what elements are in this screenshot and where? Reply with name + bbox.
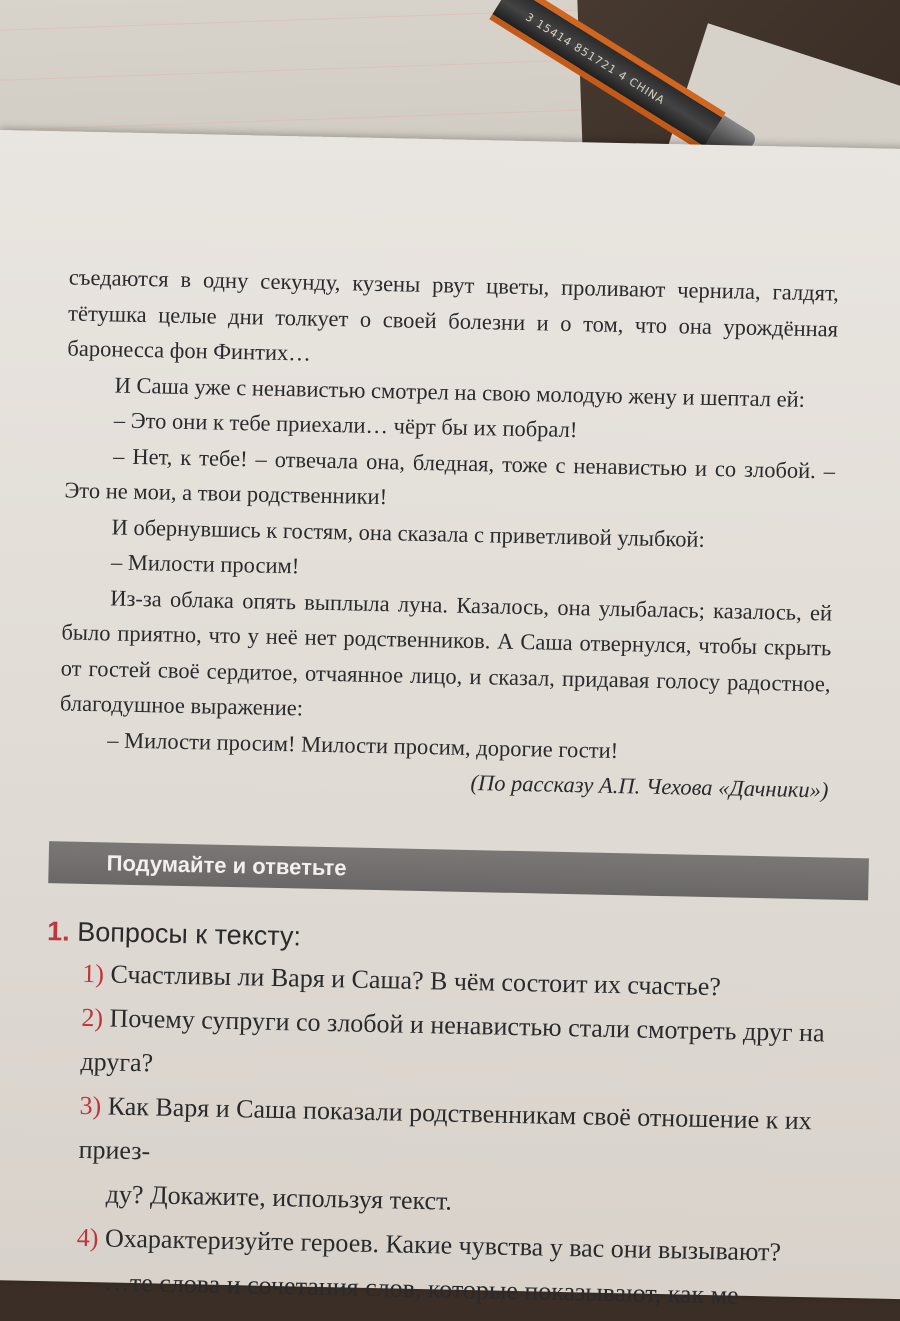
question-text: Охарактеризуйте героев. Какие чувства у вас они вызывают? — [104, 1223, 782, 1267]
question-number: 3) — [79, 1090, 102, 1121]
section-title: Подумайте и ответьте — [106, 850, 347, 881]
questions-heading-number: 1. — [46, 916, 71, 947]
paragraph-6: – Милости просим! — [110, 549, 300, 579]
source-citation: (По рассказу А.П. Чехова «Дачники») — [470, 769, 829, 803]
book-page — [0, 130, 900, 1310]
question-number: 2) — [81, 1002, 104, 1033]
paragraph-8: – Милости просим! Милости просим, дорогие гости! — [106, 726, 619, 763]
paragraph-2: И Саша уже с ненавистью смотрел на свою молодую жену и шептал ей: — [114, 371, 806, 412]
story-text — [58, 259, 839, 808]
pencil-label: 3 15414 851721 4 CHINA — [489, 0, 725, 152]
question-number: 1) — [82, 958, 105, 989]
question-4-continued: …те слова и сочетания слов, которые показывают, как ме — [103, 1267, 739, 1310]
question-text: Почему супруги со злобой и ненавистью стали смотреть друг на друга? — [80, 1003, 825, 1078]
paragraph-7: Из-за облака опять выплыла луна. Казалось, она улыбалась; казалось, ей было приятно, что у неё нет родственников. А Саша отвернулся, чтобы скрыть от гостей своё сердитое, отчаянное лицо, и сказал, придавая голосу радостное, благодушное выражение: — [59, 584, 833, 721]
section-banner — [48, 841, 869, 900]
question-text: Счастливы ли Варя и Саша? В чём состоит их счастье? — [110, 959, 722, 1002]
question-3 — [78, 1084, 874, 1189]
question-3-continued: ду? Докажите, используя текст. — [105, 1179, 453, 1216]
questions-heading-text: Вопросы к тексту: — [76, 916, 302, 952]
paragraph-1: съедаются в одну секунду, кузены рвут цветы, проливают чернила, галдят, тётушка целые дни толкует о своей болезни и о том, что она урождённая баронесса фон Финтих… — [67, 264, 840, 366]
questions-block — [39, 911, 877, 1320]
paragraph-4: – Нет, к тебе! – отвечала она, бледная, тоже с ненавистью и со злобой. – Это не мои, а твои родственники! — [64, 442, 836, 510]
question-2 — [80, 996, 876, 1101]
paragraph-5: И обернувшись к гостям, она сказала с приветливой улыбкой: — [111, 513, 706, 552]
paragraph-3: – Это они к тебе приехали… чёрт бы их побрал! — [113, 407, 578, 443]
question-text: Как Варя и Саша показали родственникам своё отношение к их приез- — [78, 1091, 813, 1166]
question-number: 4) — [76, 1222, 99, 1253]
